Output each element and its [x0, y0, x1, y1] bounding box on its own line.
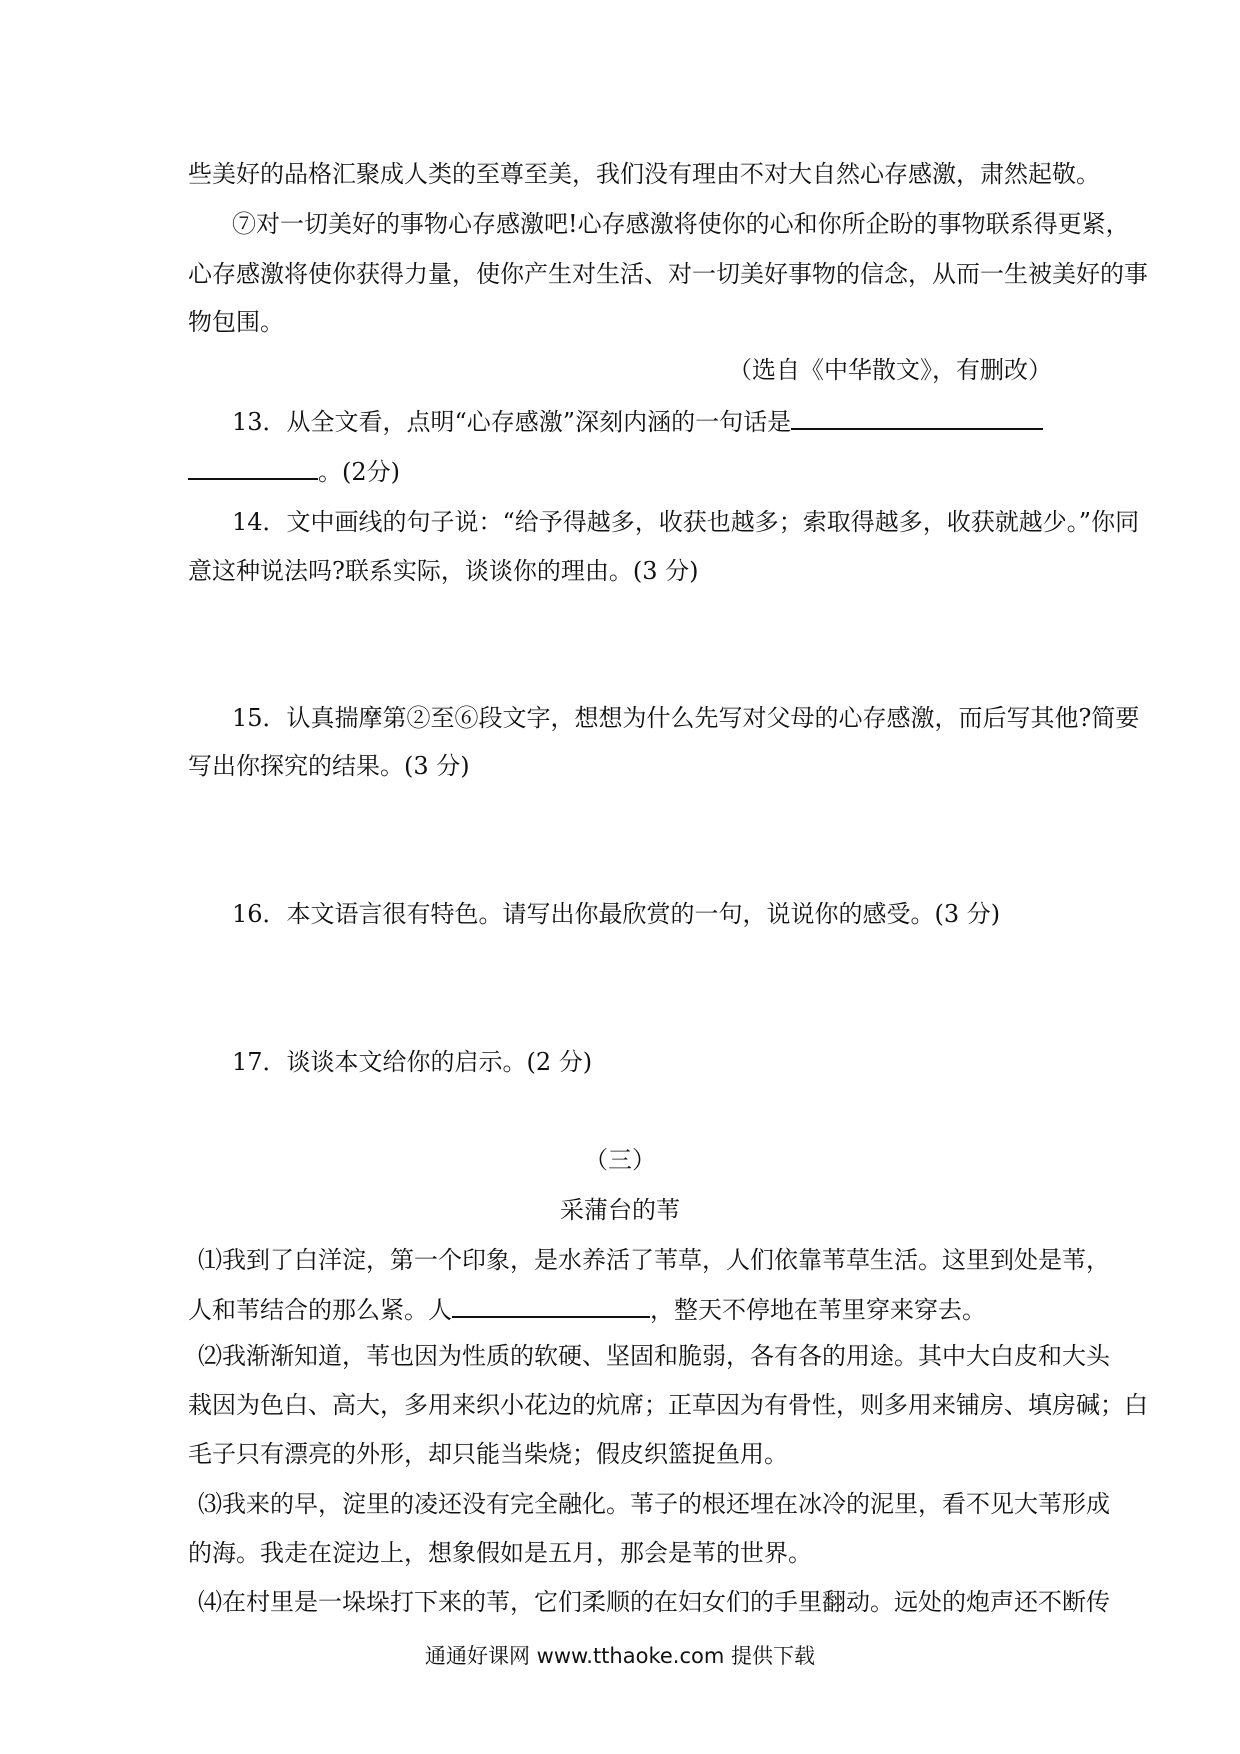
article-line: ⑶我来的早，淀里的凌还没有完全融化。苇子的根还埋在冰冷的泥里，看不见大苇形成 — [198, 1490, 1110, 1518]
article-text: 人和苇结合的那么紧。人 — [188, 1296, 452, 1324]
question-15-line: 写出你探究的结果。(3 分) — [188, 752, 470, 780]
article-line: 的海。我走在淀边上，想象假如是五月，那会是苇的世界。 — [188, 1539, 812, 1567]
paragraph-7-line: 物包围。 — [188, 308, 284, 336]
question-14-line: 14．文中画线的句子说：“给予得越多，收获也越多；索取得越多，收获就越少。”你同 — [232, 508, 1140, 536]
page-footer: 通通好课网 www.tthaoke.com 提供下载 — [425, 1644, 815, 1668]
question-14-line: 意这种说法吗?联系实际，谈谈你的理由。(3 分) — [188, 557, 699, 585]
article-line: ⑷在村里是一垛垛打下来的苇，它们柔顺的在妇女们的手里翻动。远处的炮声还不断传 — [198, 1588, 1110, 1616]
question-13-text: 13．从全文看，点明“心存感激”深刻内涵的一句话是 — [232, 408, 792, 436]
section-heading: （三） — [584, 1146, 656, 1174]
question-15-line: 15．认真揣摩第②至⑥段文字，想想为什么先写对父母的心存感激，而后写其他?简要 — [232, 704, 1140, 732]
paragraph-7-line: ⑦对一切美好的事物心存感激吧!心存感激将使你的心和你所企盼的事物联系得更紧， — [232, 210, 1130, 238]
article-title: 采蒲台的苇 — [560, 1196, 680, 1224]
question-16: 16．本文语言很有特色。请写出你最欣赏的一句，说说你的感受。(3 分) — [232, 900, 1001, 928]
article-text: ，整天不停地在苇里穿来穿去。 — [650, 1296, 986, 1324]
question-17: 17．谈谈本文给你的启示。(2 分) — [232, 1048, 593, 1076]
article-line: ⑵我渐渐知道，苇也因为性质的软硬、坚固和脆弱，各有各的用途。其中大白皮和大头 — [198, 1342, 1110, 1370]
paragraph-7-line: 心存感激将使你获得力量，使你产生对生活、对一切美好事物的信念，从而一生被美好的事 — [188, 260, 1148, 288]
article-line: 毛子只有漂亮的外形，却只能当柴烧；假皮织篮捉鱼用。 — [188, 1440, 788, 1468]
article-line: ⑴我到了白洋淀，第一个印象，是水养活了苇草，人们依靠苇草生活。这里到处是苇， — [198, 1246, 1110, 1274]
paragraph-line: 些美好的品格汇聚成人类的至尊至美，我们没有理由不对大自然心存感激，肃然起敬。 — [188, 160, 1100, 188]
answer-blank[interactable] — [188, 454, 318, 480]
question-13 — [232, 404, 1043, 438]
answer-blank[interactable] — [452, 1292, 650, 1318]
article-line: 栽因为色白、高大，多用来织小花边的炕席；正草因为有骨性，则多用来铺房、填房碱；白 — [188, 1391, 1148, 1419]
source-citation: （选自《中华散文》，有删改） — [728, 356, 1052, 384]
question-13-score: 。(2分) — [318, 458, 400, 486]
article-line — [188, 1292, 986, 1326]
question-13-cont — [188, 454, 400, 488]
answer-blank[interactable] — [791, 404, 1043, 430]
